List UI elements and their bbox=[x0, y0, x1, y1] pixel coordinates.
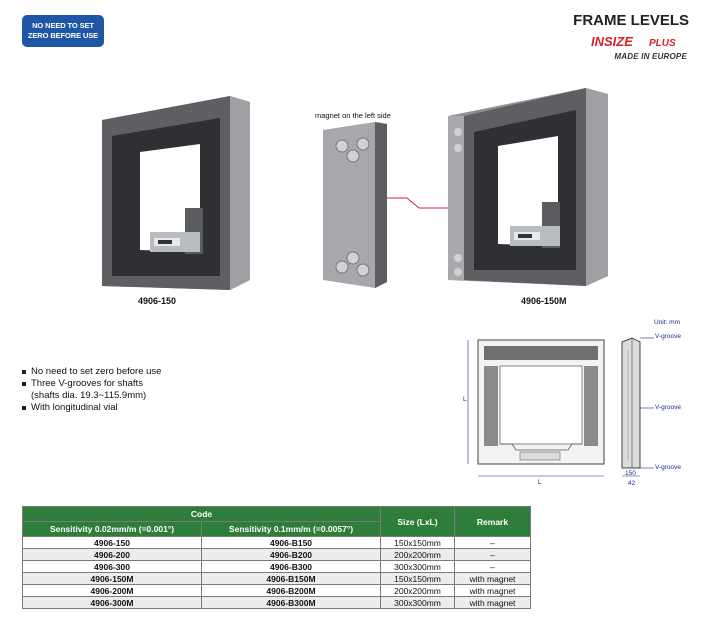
vgroove-label-bottom: V-groove bbox=[655, 464, 682, 471]
magnet-callout: magnet on the left side bbox=[315, 111, 391, 120]
code-002: 4906-200 bbox=[23, 549, 202, 561]
size-cell: 150x150mm bbox=[381, 573, 455, 585]
table-row bbox=[23, 561, 531, 573]
unit-label: Unit: mm bbox=[654, 319, 680, 326]
product-label-150: 4906-150 bbox=[138, 296, 177, 306]
vgroove-label-top: V-groove bbox=[655, 333, 682, 340]
remark-cell: – bbox=[455, 537, 531, 549]
table-row bbox=[23, 549, 531, 561]
remark-cell: with magnet bbox=[455, 597, 531, 609]
size-cell: 300x300mm bbox=[381, 561, 455, 573]
dim-150: 150 bbox=[625, 470, 636, 477]
dim-42: 42 bbox=[628, 480, 636, 487]
page-title: FRAME LEVELS bbox=[573, 12, 689, 29]
code-header: Code bbox=[23, 507, 381, 522]
feature-list bbox=[22, 366, 161, 414]
remark-cell: – bbox=[455, 549, 531, 561]
table-row bbox=[23, 585, 531, 597]
feature-item: With longitudinal vial bbox=[22, 402, 161, 414]
remark-cell: with magnet bbox=[455, 573, 531, 585]
code-01: 4906-B200M bbox=[202, 585, 381, 597]
spec-table bbox=[22, 506, 531, 609]
size-cell: 150x150mm bbox=[381, 537, 455, 549]
size-header: Size (LxL) bbox=[381, 507, 455, 537]
code-002: 4906-200M bbox=[23, 585, 202, 597]
feature-item-detail: (shafts dia. 19.3~115.9mm) bbox=[31, 390, 147, 401]
badge-line-2: ZERO BEFORE USE bbox=[27, 31, 99, 40]
remark-header: Remark bbox=[455, 507, 531, 537]
badge-line-1: NO NEED TO SET bbox=[32, 21, 94, 30]
table-row bbox=[23, 537, 531, 549]
zero-badge bbox=[22, 15, 104, 47]
sensitivity-002-header: Sensitivity 0.02mm/m (=0.001°) bbox=[23, 522, 202, 537]
brand-suffix: PLUS bbox=[649, 38, 676, 49]
remark-cell: – bbox=[455, 561, 531, 573]
frame-level-photo-150m bbox=[440, 80, 615, 290]
dim-l-vertical: L bbox=[463, 396, 467, 403]
frame-level-photo-150 bbox=[90, 90, 260, 295]
code-01: 4906-B150 bbox=[202, 537, 381, 549]
code-01: 4906-B300 bbox=[202, 561, 381, 573]
feature-item: No need to set zero before use bbox=[22, 366, 161, 378]
code-002: 4906-300M bbox=[23, 597, 202, 609]
code-002: 4906-150 bbox=[23, 537, 202, 549]
size-cell: 200x200mm bbox=[381, 585, 455, 597]
code-01: 4906-B200 bbox=[202, 549, 381, 561]
product-label-150m: 4906-150M bbox=[521, 296, 567, 306]
brand-name: INSIZE bbox=[591, 34, 633, 49]
size-cell: 300x300mm bbox=[381, 597, 455, 609]
sensitivity-01-header: Sensitivity 0.1mm/m (=0.0057°) bbox=[202, 522, 381, 537]
dim-l-horizontal: L bbox=[538, 479, 542, 486]
insize-plus-logo bbox=[589, 33, 687, 49]
made-in-label: MADE IN EUROPE bbox=[614, 52, 687, 61]
feature-item: Three V-grooves for shafts bbox=[22, 378, 161, 390]
table-row bbox=[23, 573, 531, 585]
size-cell: 200x200mm bbox=[381, 549, 455, 561]
code-002: 4906-150M bbox=[23, 573, 202, 585]
vgroove-label-mid: V-groove bbox=[655, 404, 682, 411]
code-01: 4906-B300M bbox=[202, 597, 381, 609]
code-01: 4906-B150M bbox=[202, 573, 381, 585]
remark-cell: with magnet bbox=[455, 585, 531, 597]
code-002: 4906-300 bbox=[23, 561, 202, 573]
table-row bbox=[23, 597, 531, 609]
